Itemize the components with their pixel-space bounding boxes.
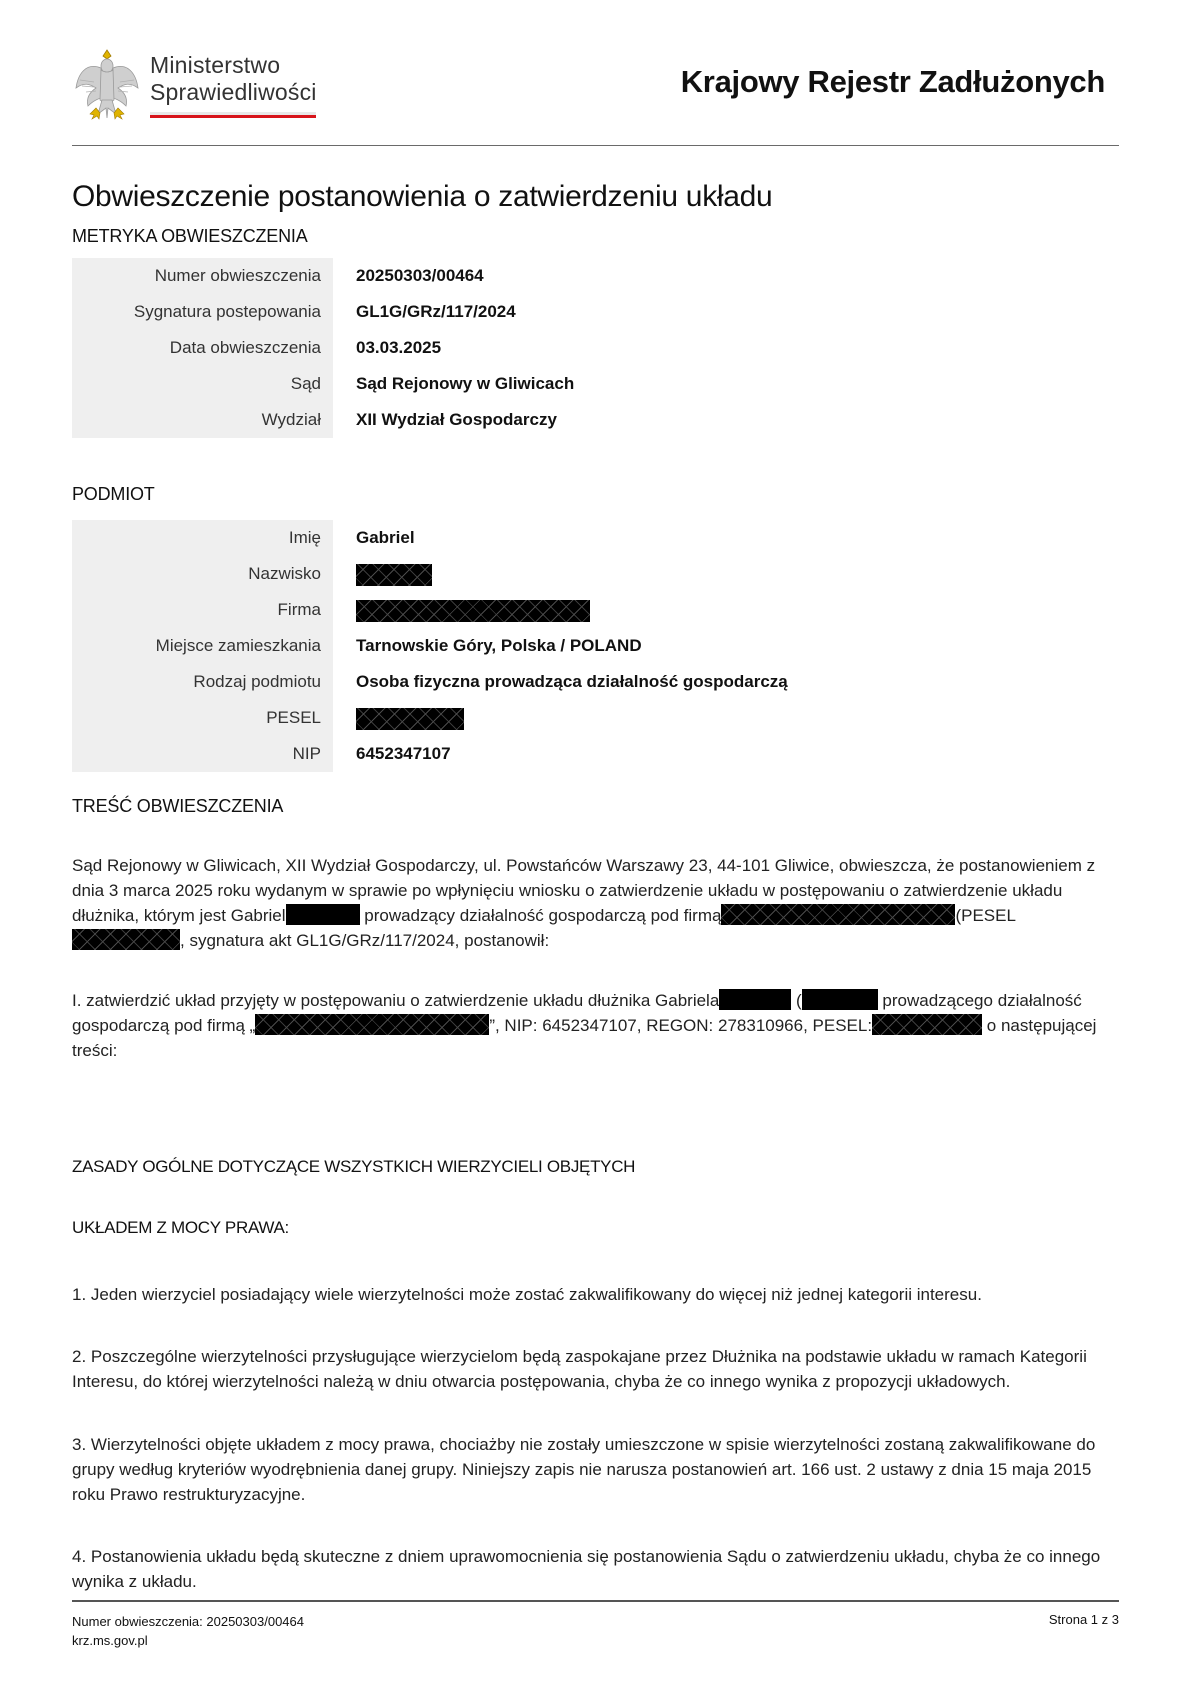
list-item: 3. Wierzytelności objęte układem z mocy prawa, chociażby nie zostały umieszczone w spisie wierzytelności zostaną zakwalifikowane do grupy według kryteriów wyodrębnienia danej grupy. Niniejszy zapis nie narusza postanowień art. 166 ust. 2 ustawy z dnia 15 maja 2015 roku Prawo restrukturyzacyjne. — [72, 1435, 1096, 1504]
row-label: Data obwieszczenia — [72, 330, 333, 366]
podmiot-heading: PODMIOT — [72, 484, 155, 504]
table-row — [72, 700, 1119, 736]
eagle-emblem-icon — [72, 44, 142, 126]
redaction-block — [872, 1014, 982, 1035]
list-item: 4. Postanowienia układu będą skuteczne z dniem uprawomocnienia się postanowienia Sądu o zatwierdzeniu układu, chyba że co innego wynika z układu. — [72, 1547, 1101, 1591]
row-label: PESEL — [72, 700, 333, 736]
table-row — [72, 330, 1119, 366]
redaction-block — [286, 904, 360, 925]
row-value: Gabriel — [356, 528, 415, 547]
redaction-block — [719, 989, 791, 1010]
footer-site-link[interactable]: krz.ms.gov.pl — [72, 1633, 148, 1648]
page-number: Strona 1 z 3 — [1048, 1612, 1119, 1627]
row-label: Nazwisko — [72, 556, 333, 592]
table-row — [72, 402, 1119, 438]
table-row — [72, 628, 1119, 664]
metryka-table — [72, 258, 1119, 438]
text-segment: prowadzącego działalność gospodarczą pod firmą „ — [72, 991, 1082, 1035]
row-label: Miejsce zamieszkania — [72, 628, 333, 664]
by-law-heading: UKŁADEM Z MOCY PRAWA: — [72, 1218, 289, 1237]
document-page — [72, 0, 1119, 1684]
footer-info — [72, 1612, 304, 1650]
table-row — [72, 520, 1119, 556]
row-value: 6452347107 — [356, 744, 451, 763]
row-label: NIP — [72, 736, 333, 772]
row-value: Sąd Rejonowy w Gliwicach — [356, 374, 575, 393]
table-row — [72, 592, 1119, 628]
table-row — [72, 258, 1119, 294]
row-value — [333, 556, 432, 592]
row-value: 03.03.2025 — [356, 338, 442, 357]
table-row — [72, 556, 1119, 592]
row-label: Sygnatura postepowania — [72, 294, 333, 330]
table-row — [72, 366, 1119, 402]
redaction-block — [356, 600, 590, 622]
row-value: GL1G/GRz/117/2024 — [356, 302, 516, 321]
tresc-heading: TREŚĆ OBWIESZCZENIA — [72, 796, 284, 816]
row-value: Tarnowskie Góry, Polska / POLAND — [356, 636, 642, 655]
metryka-heading: METRYKA OBWIESZCZENIA — [72, 226, 308, 246]
footer-number: Numer obwieszczenia: 20250303/00464 — [72, 1614, 304, 1629]
paragraph-intro — [72, 853, 1119, 953]
table-row — [72, 736, 1119, 772]
text-segment: I. zatwierdzić układ przyjęty w postępowaniu o zatwierdzenie układu dłużnika Gabriela — [72, 991, 720, 1010]
text-segment: ( — [791, 991, 802, 1010]
ministry-line1: Ministerstwo — [150, 52, 281, 78]
text-segment: ”, NIP: 6452347107, REGON: 278310966, PESEL: — [489, 1016, 873, 1035]
footer-divider — [72, 1600, 1119, 1602]
redaction-block — [721, 904, 955, 925]
flag-bar — [150, 112, 316, 118]
text-segment: , sygnatura akt GL1G/GRz/117/2024, postanowił: — [180, 931, 550, 950]
podmiot-table — [72, 520, 1119, 772]
text-segment: (PESEL — [955, 906, 1016, 925]
text-segment: o następującej treści: — [72, 1016, 1097, 1060]
row-label: Numer obwieszczenia — [72, 258, 333, 294]
text-segment: prowadzący działalność gospodarczą pod firmą — [359, 906, 722, 925]
header — [72, 44, 1119, 146]
redaction-block — [72, 929, 180, 950]
ministry-logo[interactable] — [72, 44, 317, 126]
general-rules-heading: ZASADY OGÓLNE DOTYCZĄCE WSZYSTKICH WIERZYCIELI OBJĘTYCH — [72, 1157, 636, 1176]
table-row — [72, 294, 1119, 330]
site-title: Krajowy Rejestr Zadłużonych — [680, 64, 1105, 99]
redaction-block — [255, 1014, 489, 1035]
row-value — [333, 700, 464, 736]
text-segment: Sąd Rejonowy w Gliwicach, XII Wydział Gospodarczy, ul. Powstańców Warszawy 23, 44-101 Gliwice, obwieszcza, że postanowieniem z dnia 3 marca 2025 roku wydanym w sprawie po wpłynięciu wniosku o zatwierdzenie układu w postępowaniu o zatwierdzenie układu dłużnika, którym jest Gabriel — [72, 856, 1096, 925]
paragraph-decision — [72, 988, 1119, 1063]
row-label: Firma — [72, 592, 333, 628]
ministry-line2: Sprawiedliwości — [150, 79, 317, 105]
row-label: Rodzaj podmiotu — [72, 664, 333, 700]
header-divider — [72, 145, 1119, 146]
row-value: Osoba fizyczna prowadząca działalność gospodarczą — [356, 672, 788, 691]
row-label: Imię — [72, 520, 333, 556]
redaction-block — [356, 708, 464, 730]
list-item: 2. Poszczególne wierzytelności przysługujące wierzycielom będą zaspokajane przez Dłużnika na podstawie układu w ramach Kategorii Interesu, do której wierzytelności należą w dniu otwarcia postępowania, chyba że co innego wynika z propozycji układowych. — [72, 1347, 1087, 1391]
redaction-block — [356, 564, 432, 586]
ministry-name — [150, 52, 317, 118]
page-title: Obwieszczenie postanowienia o zatwierdzeniu układu — [72, 180, 773, 213]
row-value: 20250303/00464 — [356, 266, 484, 285]
list-item: 1. Jeden wierzyciel posiadający wiele wierzytelności może zostać zakwalifikowany do więcej niż jednej kategorii interesu. — [72, 1285, 982, 1304]
redaction-block — [802, 989, 878, 1010]
row-label: Sąd — [72, 366, 333, 402]
row-value: XII Wydział Gospodarczy — [356, 410, 557, 429]
row-label: Wydział — [72, 402, 333, 438]
table-row — [72, 664, 1119, 700]
row-value — [333, 592, 590, 628]
